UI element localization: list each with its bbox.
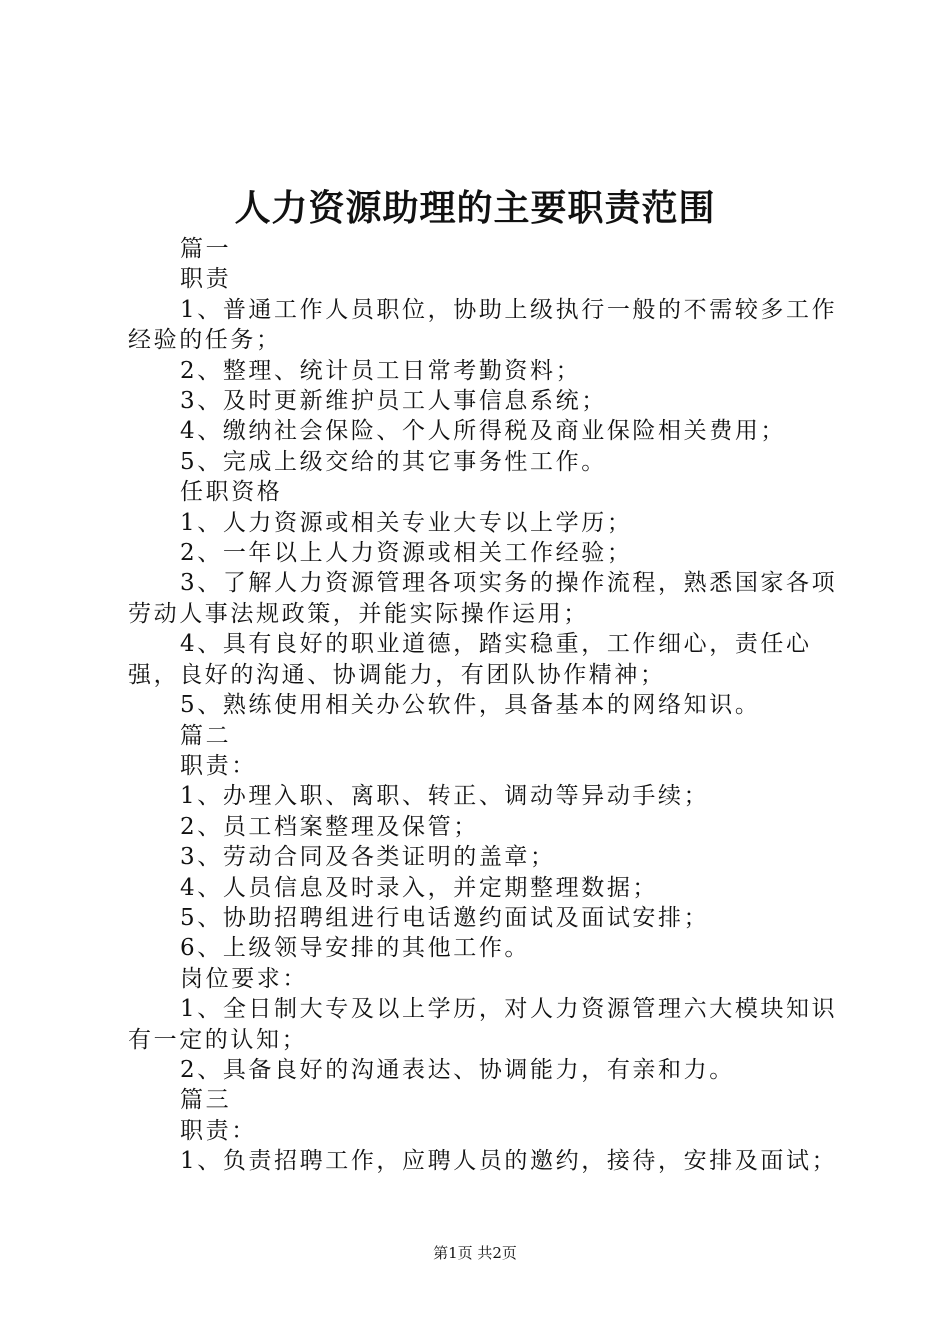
paragraph: 篇一 [180, 236, 232, 262]
paragraph: 4、人员信息及时录入，并定期整理数据； [180, 874, 659, 901]
paragraph: 4、具有良好的职业道德，踏实稳重，工作细心，责任心强，良好的沟通、协调能力，有团队协作精神； [128, 631, 812, 688]
paragraph: 职责： [180, 752, 257, 779]
paragraph: 1、办理入职、离职、转正、调动等异动手续； [180, 783, 710, 810]
document-body [128, 234, 858, 1177]
paragraph: 3、了解人力资源管理各项实务的操作流程，熟悉国家各项劳动人事法规政策，并能实际操作运用； [128, 570, 838, 627]
paragraph: 5、协助招聘组进行电话邀约面试及面试安排； [180, 904, 710, 931]
page-footer: 第1页 共2页 [433, 1244, 517, 1262]
paragraph: 2、具备良好的沟通表达、协调能力，有亲和力。 [180, 1056, 735, 1083]
paragraph: 4、缴纳社会保险、个人所得税及商业保险相关费用； [180, 418, 787, 445]
paragraph: 6、上级领导安排的其他工作。 [180, 935, 531, 962]
paragraph: 任职资格 [180, 479, 283, 506]
paragraph: 1、全日制大专及以上学历，对人力资源管理六大模块知识有一定的认知； [128, 996, 838, 1053]
paragraph: 岗位要求： [180, 965, 308, 992]
paragraph: 2、员工档案整理及保管； [180, 813, 479, 840]
paragraph: 篇二 [180, 722, 232, 749]
paragraph: 2、整理、统计员工日常考勤资料； [180, 357, 582, 384]
paragraph: 3、劳动合同及各类证明的盖章； [180, 844, 556, 871]
paragraph: 篇三 [180, 1087, 232, 1114]
paragraph: 5、熟练使用相关办公软件，具备基本的网络知识。 [180, 692, 761, 719]
paragraph: 5、完成上级交给的其它事务性工作。 [180, 448, 607, 475]
paragraph: 职责 [180, 266, 232, 293]
paragraph: 职责： [180, 1117, 257, 1144]
paragraph: 2、一年以上人力资源或相关工作经验； [180, 540, 633, 567]
paragraph: 1、人力资源或相关专业大专以上学历； [180, 509, 633, 536]
paragraph: 1、负责招聘工作，应聘人员的邀约，接待，安排及面试； [180, 1148, 838, 1175]
document-title: 人力资源助理的主要职责范围 [234, 187, 716, 229]
paragraph: 1、普通工作人员职位，协助上级执行一般的不需较多工作经验的任务； [128, 296, 838, 354]
paragraph: 3、及时更新维护员工人事信息系统； [180, 388, 607, 415]
